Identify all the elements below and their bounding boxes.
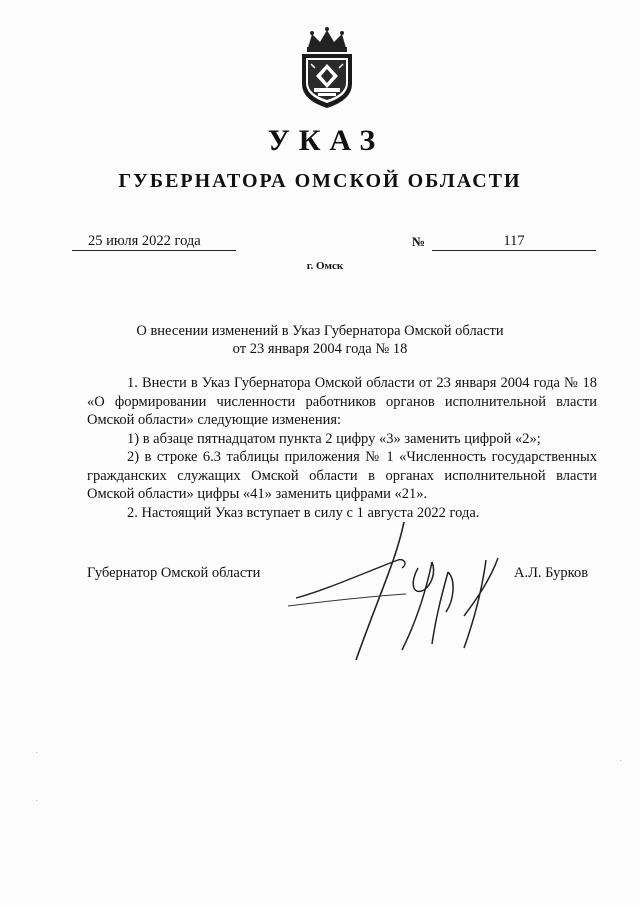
paragraph-subitem-2: 2) в строке 6.3 таблицы приложения № 1 «Численность государственных гражданских служащих Омской области в органах исполнительной власти Омской области» цифры «41» заменить цифрами «21». — [87, 449, 597, 502]
decree-title: УКАЗ — [267, 124, 385, 157]
decree-issuer: ГУБЕРНАТОРА ОМСКОЙ ОБЛАСТИ — [118, 170, 522, 192]
paragraph-subitem-1: 1) в абзаце пятнадцатом пункта 2 цифру «3» заменить цифрой «2»; — [127, 430, 541, 447]
decree-body — [87, 374, 597, 522]
decree-date: 25 июля 2022 года — [72, 232, 236, 251]
number-sign: № — [412, 234, 426, 249]
subject-line-1: О внесении изменений в Указ Губернатора Омской области — [136, 323, 504, 339]
signer-title: Губернатор Омской области — [87, 565, 261, 581]
signer-name: А.Л. Бурков — [514, 565, 589, 581]
decree-number: 117 — [432, 232, 596, 251]
decree-subject — [0, 322, 640, 358]
scan-speck — [36, 752, 37, 753]
handwritten-signature-icon — [286, 520, 516, 670]
subject-line-2: от 23 января 2004 года № 18 — [232, 341, 408, 357]
scan-speck — [620, 760, 621, 761]
omsk-coat-of-arms-icon — [294, 26, 360, 110]
paragraph-item-1: 1. Внести в Указ Губернатора Омской области от 23 января 2004 года № 18 «О формировании численности работников органов исполнительной власти Омской области» следующие изменения: — [87, 375, 597, 428]
decree-city: г. Омск — [306, 260, 344, 272]
paragraph-item-2: 2. Настоящий Указ вступает в силу с 1 августа 2022 года. — [127, 504, 480, 521]
scan-speck — [36, 800, 37, 801]
